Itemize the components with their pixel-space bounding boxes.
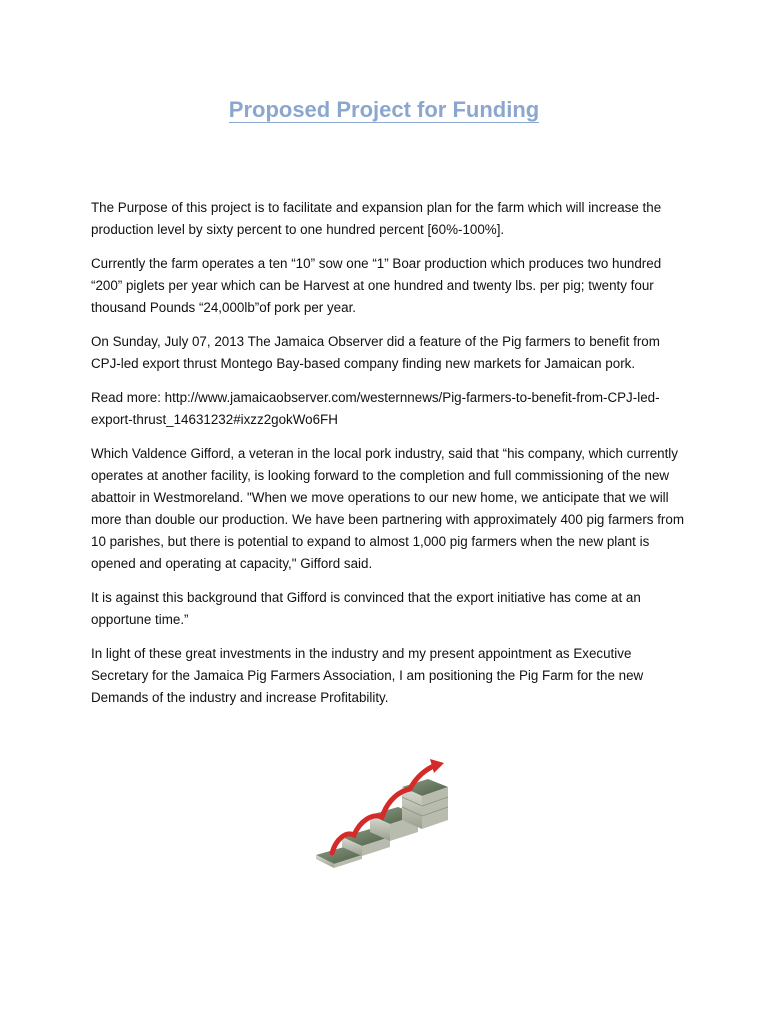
paragraph-current-operations: Currently the farm operates a ten “10” sow one “1” Boar production which produces two hundred “200” piglets per year which can be Harvest at one hundred and twenty lbs. per pig; twenty four thousand Pounds “24,000lb”of pork per year. bbox=[91, 256, 662, 315]
paragraph-purpose: The Purpose of this project is to facilitate and expansion plan for the farm which will increase the production level by sixty percent to one hundred percent [60%-100%]. bbox=[91, 200, 662, 237]
paragraph-read-more-link: Read more: http://www.jamaicaobserver.com/westernnews/Pig-farmers-to-benefit-from-CPJ-led-export-thrust_14631232#ixzz2gokWo6FH bbox=[91, 390, 660, 427]
document-body bbox=[91, 197, 691, 721]
paragraph-observer-feature: On Sunday, July 07, 2013 The Jamaica Observer did a feature of the Pig farmers to benefit from CPJ-led export thrust Montego Bay-based company finding new markets for Jamaican pork. bbox=[91, 334, 660, 371]
page-title bbox=[0, 96, 768, 124]
paragraph-gifford-quote: Which Valdence Gifford, a veteran in the local pork industry, said that “his company, which currently operates at another facility, is looking forward to the completion and full commissioning of the new abattoir in Westmoreland. "When we move operations to our new home, we anticipate that we will more than double our production. We have been partnering with approximately 400 pig farmers from 10 parishes, but there is potential to expand to almost 1,000 pig farmers when the new plant is opened and operating at capacity," Gifford said. bbox=[91, 446, 684, 571]
page-title-text: Proposed Project for Funding bbox=[228, 97, 540, 122]
growth-arrow-head bbox=[430, 759, 444, 773]
paragraph-positioning: In light of these great investments in the industry and my present appointment as Executive Secretary for the Jamaica Pig Farmers Association, I am positioning the Pig Farm for the new Demands of the industry and increase Profitability. bbox=[91, 646, 644, 705]
money-stacks-growth-arrow-icon bbox=[302, 755, 462, 881]
growth-illustration bbox=[302, 755, 462, 881]
paragraph-background: It is against this background that Gifford is convinced that the export initiative has come at an opportune time.” bbox=[91, 590, 641, 627]
